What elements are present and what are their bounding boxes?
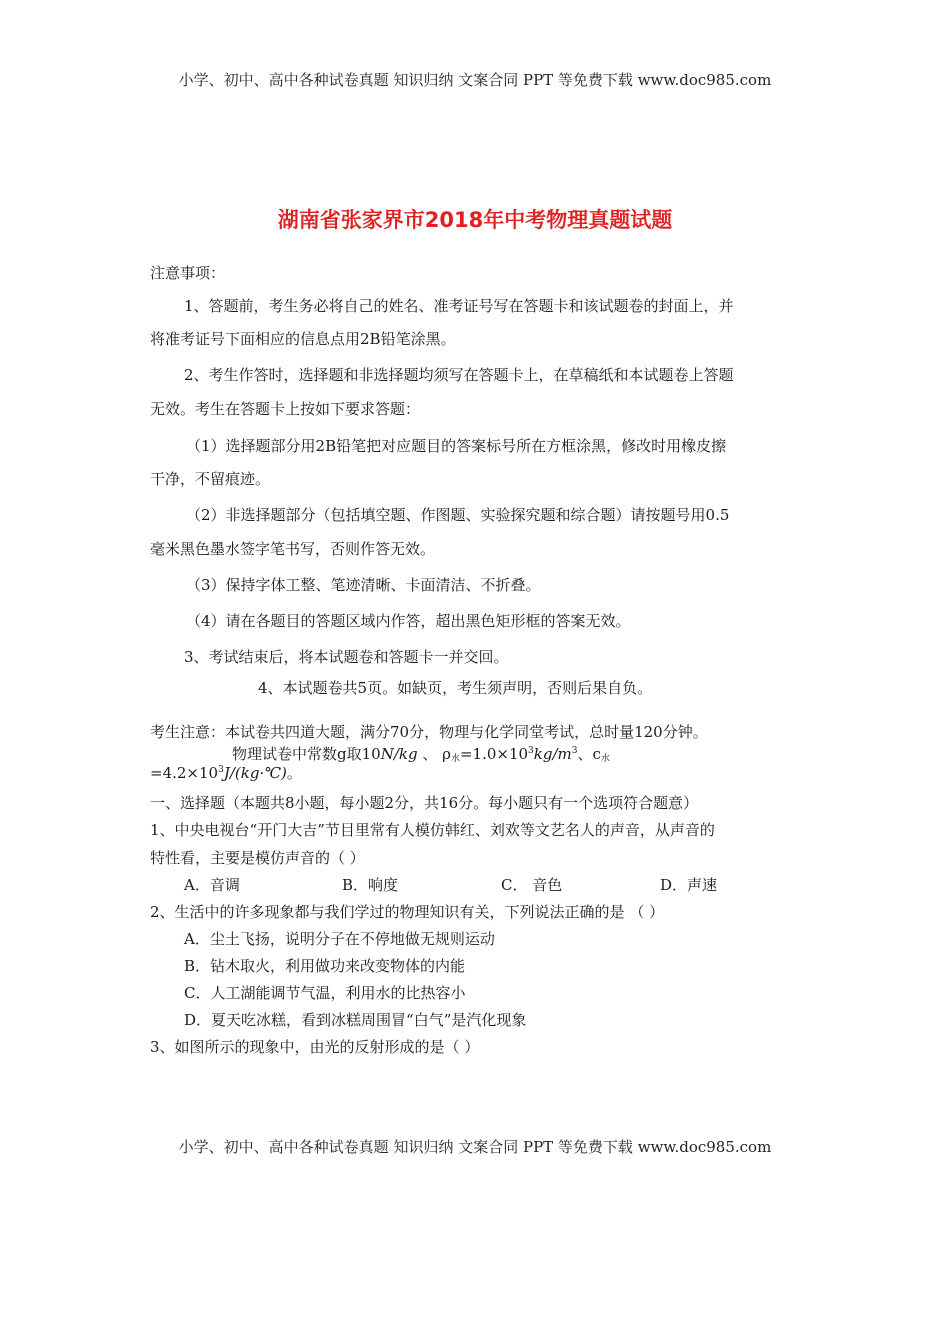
page-footer: 小学、初中、高中各种试卷真题 知识归纳 文案合同 PPT 等免费下载 www.doc985.com [178,1138,772,1156]
c-unit: J/(kg·℃) [223,764,287,782]
rho-value: =1.0×10 [459,745,529,763]
notice-sub-3: （3）保持字体工整、笔迹清晰、卡面清洁、不折叠。 [186,576,541,594]
rho-unit-exponent: 3 [571,746,578,756]
question-1-option-d: D．声速 [660,876,718,894]
rho-subscript: 水 [450,754,460,764]
question-1-option-c: C． 音色 [501,876,563,894]
c-end: 。 [286,764,302,782]
c-subscript: 水 [600,754,610,764]
notice-sub-1-line-2: 干净，不留痕迹。 [150,470,271,488]
rho-unit: kg/m [533,745,572,763]
constants-prefix: 物理试卷中常数g取10 [232,745,381,763]
section-1-heading: 一、选择题（本题共8小题，每小题2分，共16分。每小题只有一个选项符合题意） [150,794,699,812]
notice-4: 4、本试题卷共5页。如缺页，考生须声明，否则后果自负。 [258,679,653,697]
notice-2-line-2: 无效。考生在答题卡上按如下要求答题： [150,400,421,418]
notice-sub-2-line-1: （2）非选择题部分（包括填空题、作图题、实验探究题和综合题）请按题号用0.5 [186,506,730,524]
rho-exponent: 3 [528,746,534,756]
question-2-stem: 2、生活中的许多现象都与我们学过的物理知识有关，下列说法正确的是 （ ） [150,903,665,921]
notice-heading: 注意事项： [150,264,226,282]
question-1-stem-line-2: 特性看，主要是模仿声音的（ ） [150,849,365,867]
notice-1-line-1: 1、答题前，考生务必将自己的姓名、准考证号写在答题卡和该试题卷的封面上，并 [184,297,734,315]
question-3-stem: 3、如图所示的现象中，由光的反射形成的是（ ） [150,1038,480,1056]
question-2-option-b: B．钻木取火，利用做功来改变物体的内能 [184,957,466,975]
question-1-stem-line-1: 1、中央电视台“开门大吉”节目里常有人模仿韩红、刘欢等文艺名人的声音，从声音的 [150,821,715,839]
notice-sub-4: （4）请在各题目的答题区域内作答，超出黑色矩形框的答案无效。 [186,612,631,630]
question-1-option-a: A．音调 [184,876,240,894]
question-2-option-a: A．尘土飞扬，说明分子在不停地做无规则运动 [184,930,495,948]
notice-sub-1-line-1: （1）选择题部分用2B铅笔把对应题目的答案标号所在方框涂黑，修改时用橡皮擦 [186,437,727,455]
question-2-option-d: D．夏天吃冰糕，看到冰糕周围冒“白气”是汽化现象 [184,1011,527,1029]
question-2-option-c: C．人工湖能调节气温，利用水的比热容小 [184,984,466,1002]
notice-2-line-1: 2、考生作答时，选择题和非选择题均须写在答题卡上，在草稿纸和本试题卷上答题 [184,366,734,384]
g-unit: N/kg [380,745,418,763]
c-exponent: 3 [218,765,224,775]
notice-3: 3、考试结束后，将本试题卷和答题卡一并交回。 [184,648,509,666]
rho-separator: 、 ρ [417,745,451,763]
c-value: =4.2×10 [150,764,219,782]
notice-1-line-2: 将准考证号下面相应的信息点用2B铅笔涂黑。 [150,330,456,348]
page-title: 湖南省张家界市2018年中考物理真题试题 [277,208,673,232]
notice-sub-2-line-2: 毫米黑色墨水签字笔书写，否则作答无效。 [150,540,436,558]
page-header: 小学、初中、高中各种试卷真题 知识归纳 文案合同 PPT 等免费下载 www.doc985.com [178,71,772,89]
candidate-note-line-1: 考生注意：本试卷共四道大题，满分70分，物理与化学同堂考试，总时量120分钟。 [150,723,708,741]
question-1-option-b: B．响度 [342,876,399,894]
c-separator: 、c [577,745,601,763]
candidate-note-line-3 [150,760,302,783]
